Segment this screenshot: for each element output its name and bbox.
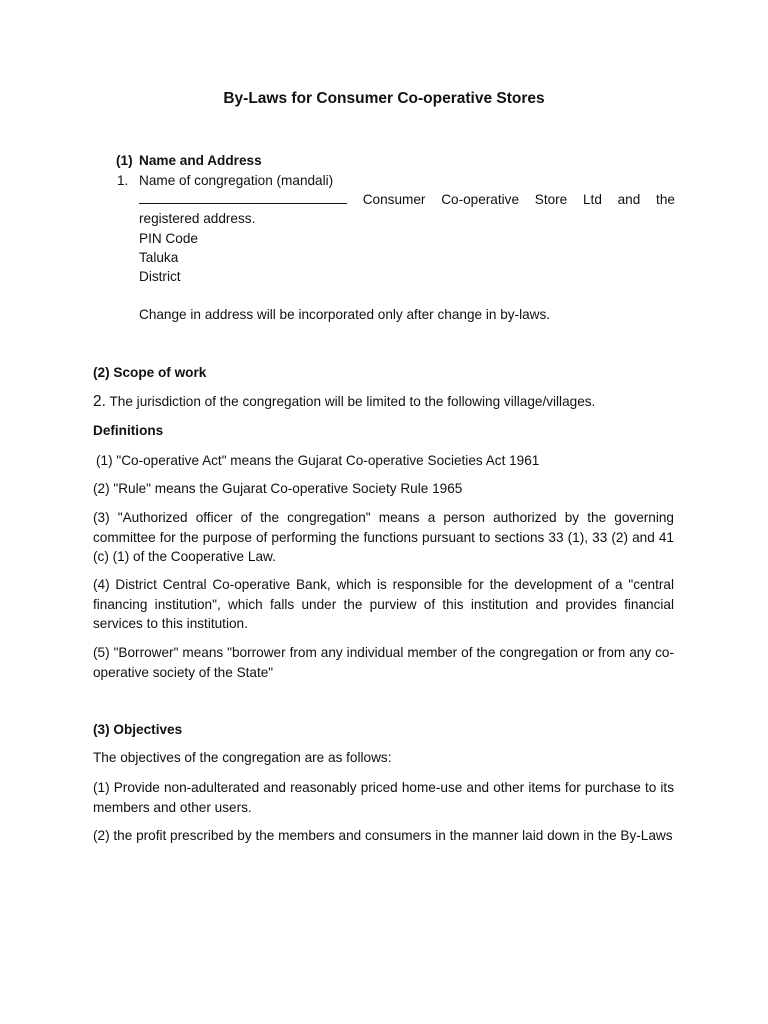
section1-number: (1) — [116, 153, 133, 168]
taluka: Taluka — [139, 250, 179, 265]
objective-1: (1) Provide non-adulterated and reasonably priced home-use and other items for purchase to its members and other users. — [93, 780, 674, 815]
objective-2: (2) the profit prescribed by the members and consumers in the manner laid down in the By-Laws — [93, 828, 673, 843]
name-blank — [139, 190, 347, 204]
line-word: Ltd — [582, 192, 602, 207]
registered-address: registered address. — [139, 211, 256, 226]
line-word: Consumer — [362, 192, 426, 207]
objectives-intro: The objectives of the congregation are as follows: — [93, 750, 392, 765]
line-word: the — [656, 192, 675, 207]
congregation-name-line — [139, 190, 675, 210]
line-word: Co-operative — [441, 192, 520, 207]
section3-heading: (3) Objectives — [93, 722, 183, 737]
line-word: and — [617, 192, 641, 207]
definition-2: (2) "Rule" means the Gujarat Co-operative Society Rule 1965 — [93, 481, 463, 496]
definition-5: (5) "Borrower" means "borrower from any individual member of the congregation or from any co-operative society of the State" — [93, 645, 674, 680]
scope-item — [93, 392, 595, 412]
address-change-note: Change in address will be incorporated only after change in by-laws. — [139, 307, 551, 322]
definition-1: (1) "Co-operative Act" means the Gujarat Co-operative Societies Act 1961 — [96, 453, 540, 468]
line-word: Store — [534, 192, 568, 207]
section2-heading: (2) Scope of work — [93, 365, 207, 380]
scope-item-text: The jurisdiction of the congregation will be limited to the following village/villages. — [109, 394, 596, 409]
scope-item-number: 2. — [93, 393, 106, 410]
section1-heading: Name and Address — [139, 153, 262, 168]
item1-label: Name of congregation (mandali) — [139, 173, 334, 188]
pin-code: PIN Code — [139, 231, 198, 246]
definition-4: (4) District Central Co-operative Bank, which is responsible for the development of a "central financing institution", which falls under the purview of this institution and provides financial services to this institution. — [93, 577, 674, 631]
document-title: By-Laws for Consumer Co-operative Stores — [223, 90, 545, 107]
definitions-heading: Definitions — [93, 423, 164, 438]
district: District — [139, 269, 181, 284]
item1-number: 1. — [117, 173, 129, 188]
definition-3: (3) "Authorized officer of the congregation" means a person authorized by the governing committee for the purpose of performing the functions pursuant to sections 33 (1), 33 (2) and 41 (c) (1) of the Cooperative Law. — [93, 510, 674, 564]
